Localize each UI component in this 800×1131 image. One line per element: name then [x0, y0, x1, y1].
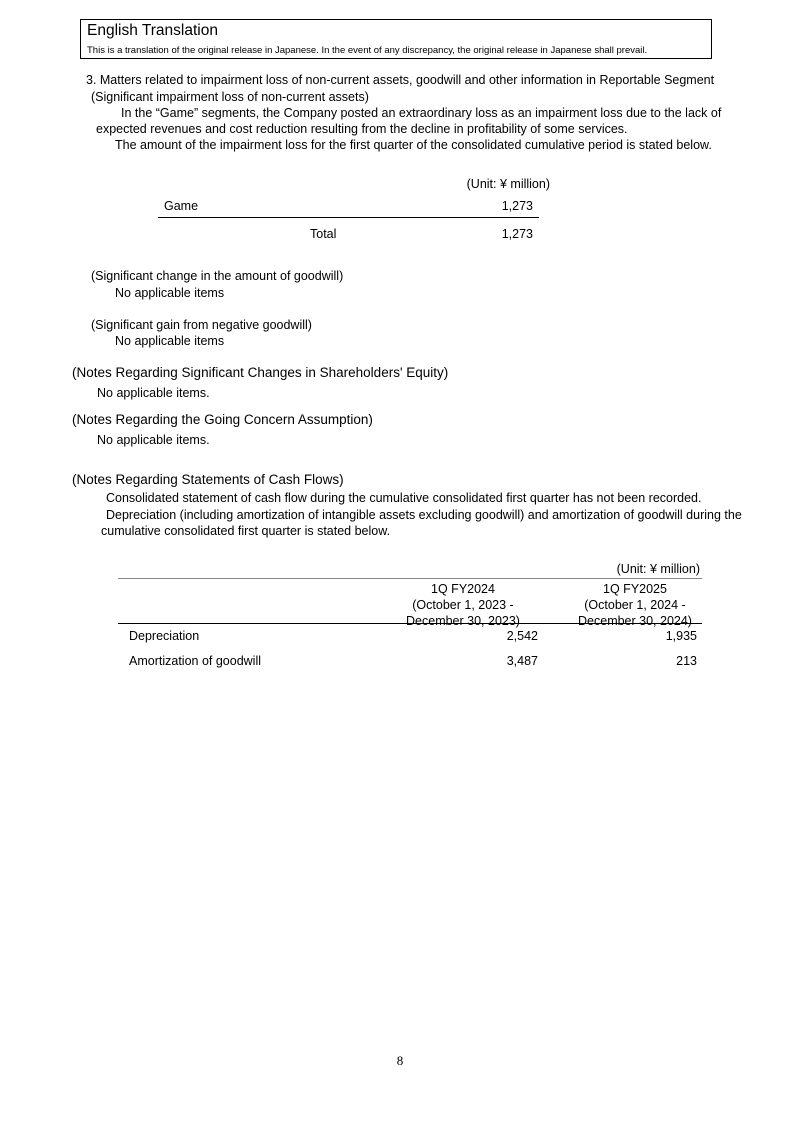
header-title: English Translation [87, 22, 218, 39]
equity-heading: (Notes Regarding Significant Changes in Shareholders' Equity) [72, 365, 449, 380]
cash-flows-para2-line1: Depreciation (including amortization of intangible assets excluding goodwill) and amortization of goodwill during the [106, 508, 742, 522]
impairment-para1-line1: In the “Game” segments, the Company posted an extraordinary loss as an impairment loss due to the lack of [121, 106, 722, 120]
impairment-subheading: (Significant impairment loss of non-current assets) [91, 90, 369, 104]
table-cell: 213 [676, 654, 697, 668]
going-concern-text: No applicable items. [97, 433, 210, 447]
table-header-divider [118, 623, 702, 624]
equity-text: No applicable items. [97, 386, 210, 400]
impairment-para2: The amount of the impairment loss for the first quarter of the consolidated cumulative period is stated below. [115, 138, 712, 152]
impairment-para1-line2: expected revenues and cost reduction resulting from the decline in profitability of some services. [96, 122, 628, 136]
goodwill-change-subheading: (Significant change in the amount of goodwill) [91, 269, 344, 283]
cash-flows-para2-line2: cumulative consolidated first quarter is stated below. [101, 524, 391, 538]
going-concern-heading: (Notes Regarding the Going Concern Assumption) [72, 412, 373, 427]
column-header-fy2025: 1Q FY2025 (October 1, 2024 - December 30, 2024) [578, 582, 692, 628]
table-row-value: 1,273 [501, 199, 533, 213]
table-cell: 3,487 [506, 654, 538, 668]
negative-goodwill-text: No applicable items [115, 334, 225, 348]
section3-heading: 3. Matters related to impairment loss of non-current assets, goodwill and other information in Reportable Segment [86, 73, 715, 87]
negative-goodwill-subheading: (Significant gain from negative goodwill) [91, 318, 312, 332]
column-header-fy2024: 1Q FY2024 (October 1, 2023 - December 30, 2023) [406, 582, 520, 628]
impairment-unit: (Unit: ¥ million) [466, 177, 550, 191]
goodwill-change-text: No applicable items [115, 286, 225, 300]
table-top-rule [212, 578, 702, 579]
table-cell: 2,542 [506, 629, 538, 643]
table-row-label: Game [164, 199, 199, 213]
table-row-label: Depreciation [129, 629, 200, 643]
cash-flows-heading: (Notes Regarding Statements of Cash Flows) [72, 472, 344, 487]
table-top-rule-short [118, 578, 212, 579]
cash-flow-unit: (Unit: ¥ million) [616, 562, 700, 576]
header-note: This is a translation of the original release in Japanese. In the event of any discrepancy, the original release in Japanese shall prevail. [87, 45, 648, 56]
cash-flows-para1: Consolidated statement of cash flow during the cumulative consolidated first quarter has not been recorded. [106, 491, 702, 505]
table-divider [158, 217, 539, 218]
translation-header [80, 19, 712, 59]
table-cell: 1,935 [665, 629, 697, 643]
total-value: 1,273 [501, 227, 533, 241]
table-row-label: Amortization of goodwill [129, 654, 262, 668]
total-label: Total [310, 227, 337, 241]
page-number: 8 [396, 1053, 404, 1068]
